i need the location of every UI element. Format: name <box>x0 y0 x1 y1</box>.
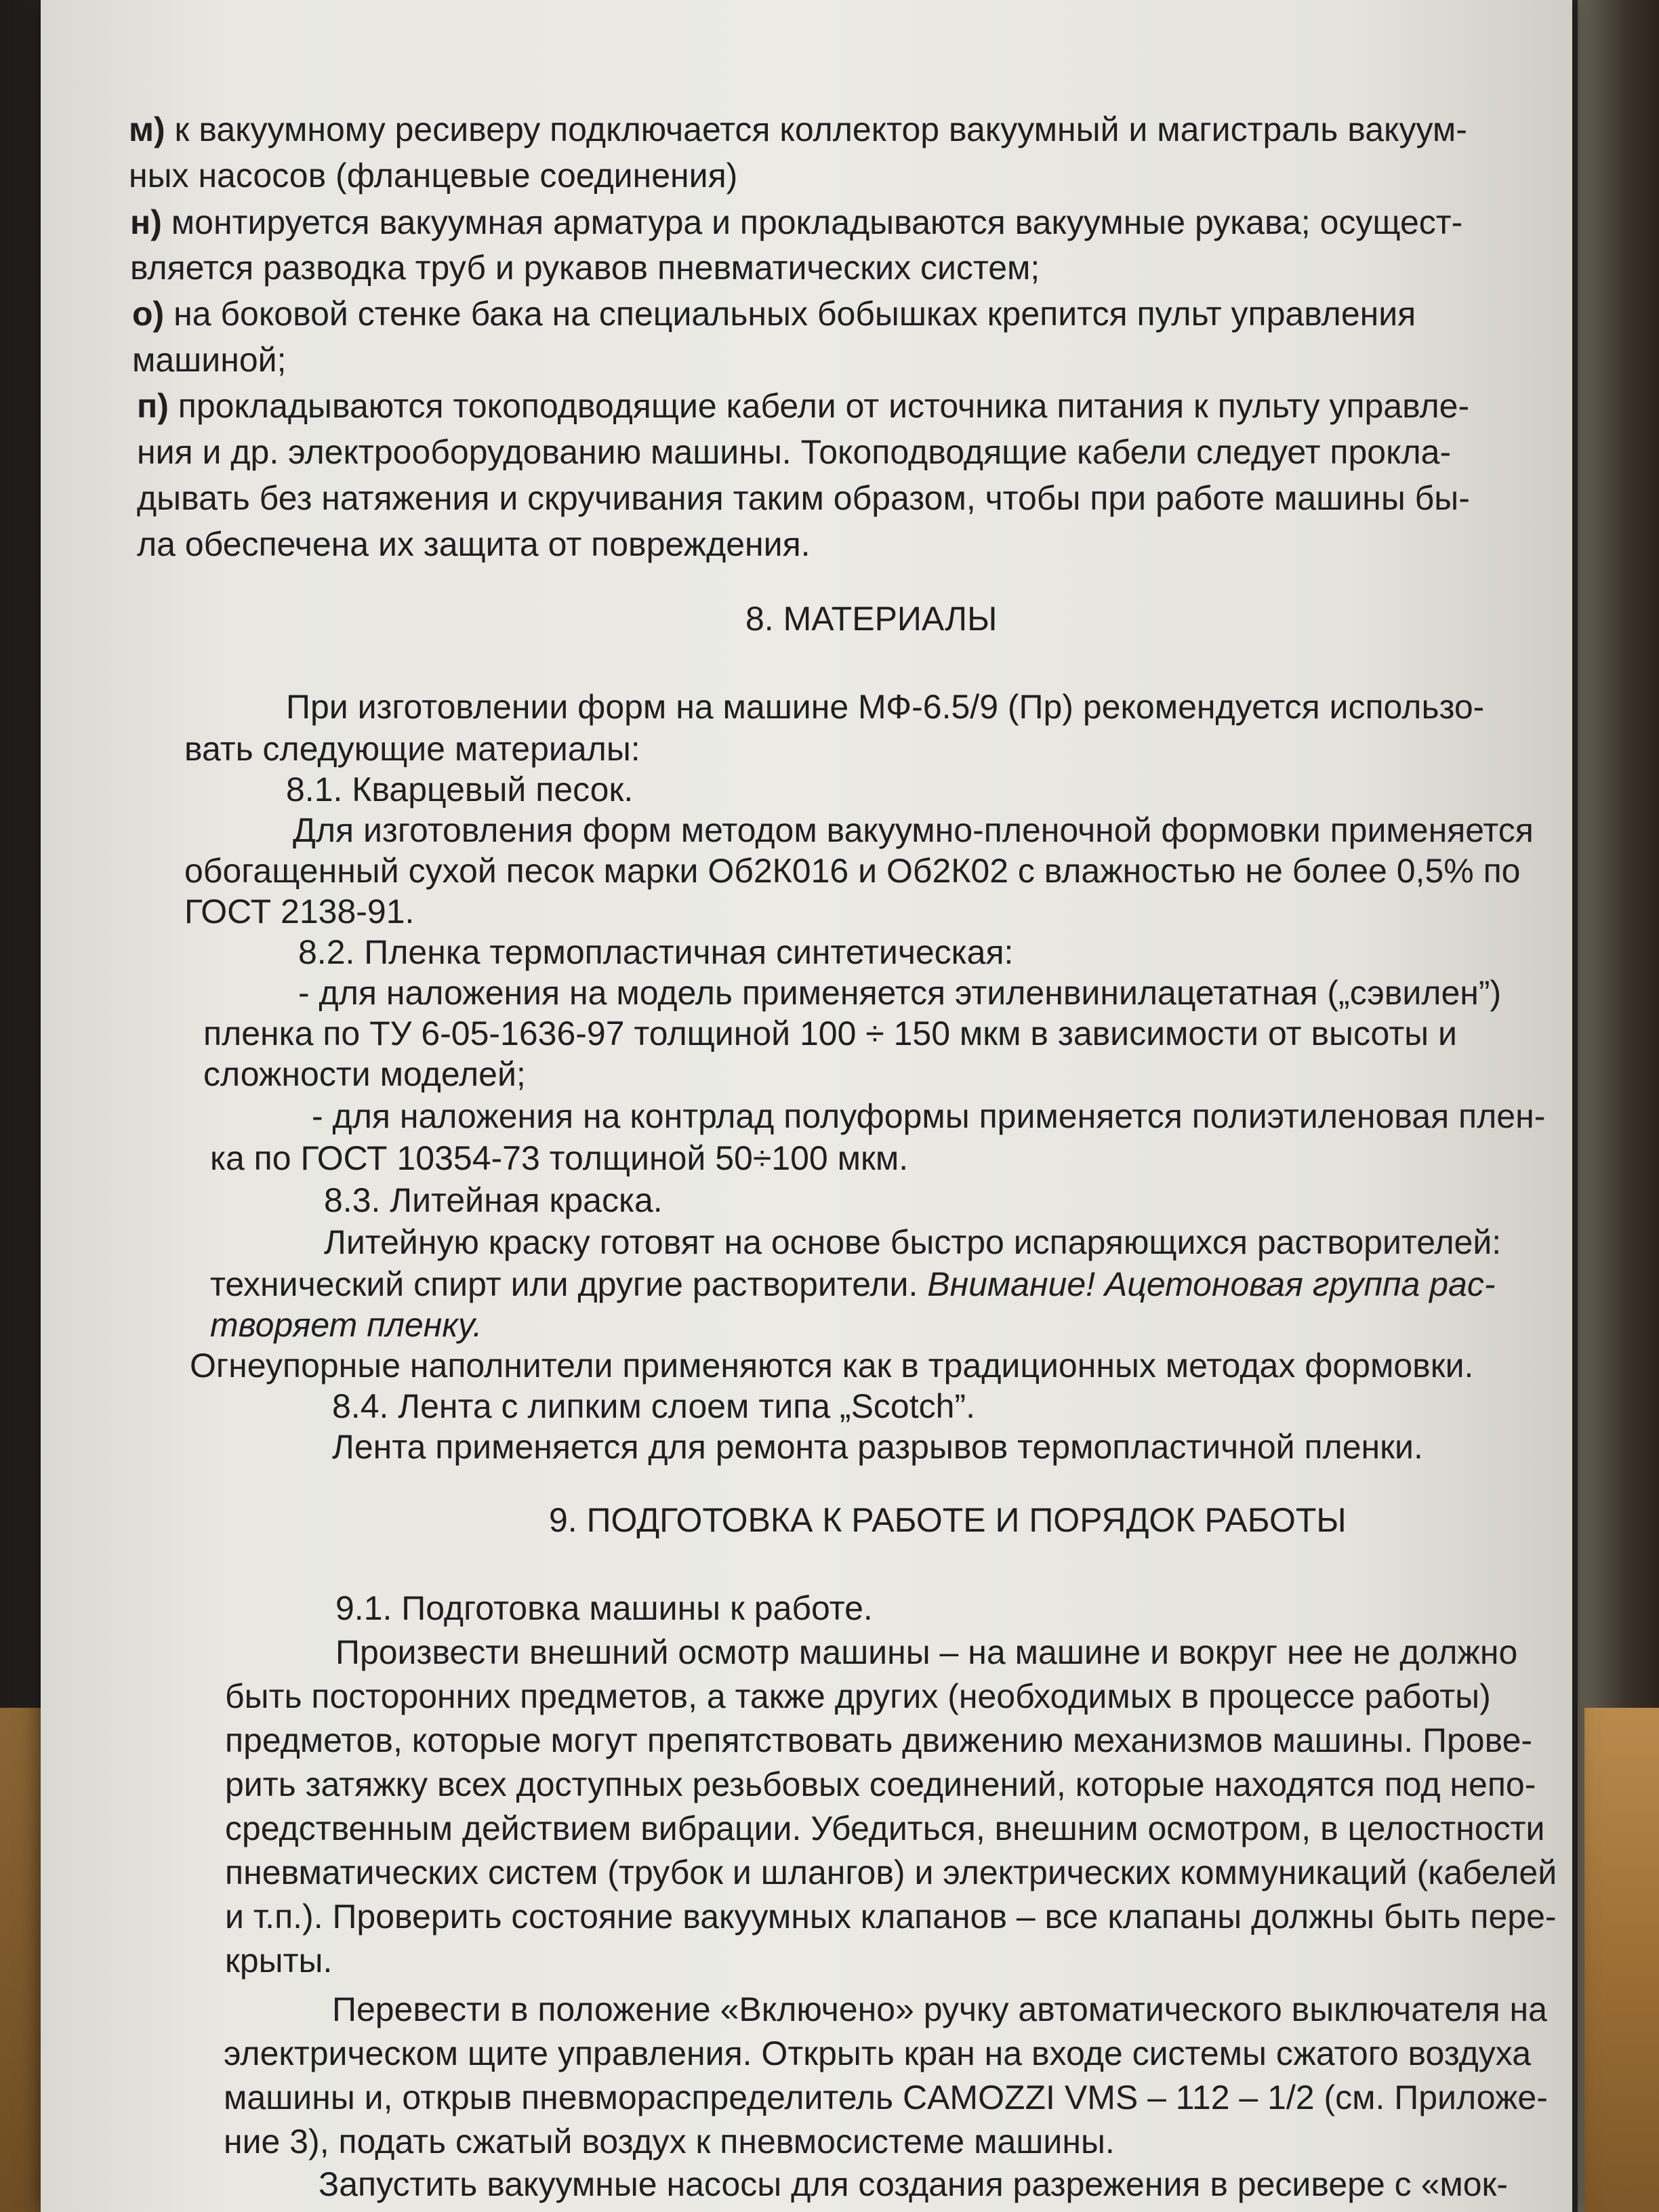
list-item-m-line2: ных насосов (фланцевые соединения) <box>129 157 738 194</box>
subsection-9-1-title: 9.1. Подготовка машины к работе. <box>335 1589 873 1627</box>
para-1-line2: быть посторонних предметов, а также других (необходимых в процессе работы) <box>225 1677 1491 1715</box>
subsection-8-1-line1: Для изготовления форм методом вакуумно-пленочной формовки применяется <box>293 811 1534 849</box>
para-1-line7: и т.п.). Проверить состояние вакуумных клапанов – все клапаны должны быть пере- <box>225 1898 1557 1936</box>
list-item-p-line4: ла обеспечена их защита от повреждения. <box>137 525 811 563</box>
subsection-8-3-line2 <box>210 1262 1496 1307</box>
subsection-8-2-line2: пленка по ТУ 6-05-1636-97 толщиной 100 ÷ 150 мкм в зависимости от высоты и <box>203 1015 1457 1052</box>
subsection-8-1-title: 8.1. Кварцевый песок. <box>286 771 634 808</box>
para-2-line4: ние 3), подать сжатый воздух к пневмосистеме машины. <box>224 2123 1115 2160</box>
list-item-n-line1 <box>130 200 1462 245</box>
para-2-line1: Перевести в положение «Включено» ручку автоматического выключателя на <box>332 1990 1547 2028</box>
subsection-8-2-title: 8.2. Пленка термопластичная синтетическая: <box>298 933 1014 971</box>
list-item-p-text: прокладываются токоподводящие кабели от источника питания к пульту управле- <box>178 387 1470 425</box>
para-1-line8: крыты. <box>225 1942 333 1980</box>
para-1-line5: средственным действием вибрации. Убедиться, внешним осмотром, в целостности <box>225 1809 1545 1847</box>
subsection-8-2-line4: - для наложения на контрлад полуформы применяется полиэтиленовая плен- <box>312 1097 1546 1135</box>
subsection-8-3-line1: Литейную краску готовят на основе быстро испаряющихся растворителей: <box>324 1223 1502 1261</box>
subsection-8-3-line2-regular: технический спирт или другие растворители. <box>210 1265 928 1303</box>
para-2-line2: электрическом щите управления. Открыть кран на входе системы сжатого воздуха <box>224 2034 1532 2072</box>
para-3-line1: Запустить вакуумные насосы для создания разрежения в ресивере с «мок- <box>319 2165 1509 2203</box>
subsection-8-4-title: 8.4. Лента с липким слоем типа „Scotch”. <box>332 1387 975 1425</box>
para-2-line3: машины и, открыв пневмораспределитель CAMOZZI VMS – 112 – 1/2 (см. Приложе- <box>224 2078 1548 2116</box>
para-1-line4: рить затяжку всех доступных резьбовых соединений, которые находятся под непо- <box>225 1765 1536 1803</box>
list-item-m-text: к вакуумному ресиверу подключается коллектор вакуумный и магистраль вакуум- <box>174 110 1467 148</box>
list-item-n-text: монтируется вакуумная арматура и прокладываются вакуумные рукава; осущест- <box>171 203 1463 241</box>
list-item-m-line1 <box>129 107 1467 152</box>
list-item-o-label: о) <box>132 295 165 333</box>
subsection-8-3-warning-cont: творяет пленку. <box>210 1306 483 1344</box>
section-8-intro-line1: При изготовлении форм на машине МФ-6.5/9 (Пр) рекомендуется использо- <box>286 688 1485 726</box>
subsection-8-3-line3 <box>210 1303 482 1348</box>
list-item-o-text: на боковой стенке бака на специальных бобышках крепится пульт управления <box>173 295 1416 333</box>
para-1-line1: Произвести внешний осмотр машины – на машине и вокруг нее не должно <box>335 1633 1518 1671</box>
para-1-line3: предметов, которые могут препятствовать движению механизмов машины. Прове- <box>225 1721 1533 1759</box>
subsection-8-2-line1: - для наложения на модель применяется этиленвинилацетатная („сэвилен”) <box>298 974 1502 1012</box>
subsection-8-4-line1: Лента применяется для ремонта разрывов термопластичной пленки. <box>332 1428 1423 1466</box>
list-item-p-line3: дывать без натяжения и скручивания таким образом, чтобы при работе машины бы- <box>137 479 1470 517</box>
section-8-intro-line2: вать следующие материалы: <box>184 730 640 768</box>
list-item-n-line2: вляется разводка труб и рукавов пневматических систем; <box>130 249 1040 287</box>
list-item-o-line2: машиной; <box>132 341 287 379</box>
list-item-n-label: н) <box>130 203 162 241</box>
para-1-line6: пневматических систем (трубок и шлангов) и электрических коммуникаций (кабелей <box>225 1853 1557 1891</box>
list-item-o-line1 <box>132 291 1416 337</box>
subsection-8-1-line2: обогащенный сухой песок марки Об2К016 и Об2К02 с влажностью не более 0,5% по <box>184 852 1521 890</box>
subsection-8-3-warning: Внимание! Ацетоновая группа рас- <box>927 1265 1496 1303</box>
list-item-p-line2: ния и др. электрооборудованию машины. Токоподводящие кабели следует прокла- <box>137 433 1452 471</box>
section-9-heading: 9. ПОДГОТОВКА К РАБОТЕ И ПОРЯДОК РАБОТЫ <box>549 1501 1347 1539</box>
section-8-heading: 8. МАТЕРИАЛЫ <box>745 600 998 638</box>
list-item-p-line1 <box>137 384 1469 429</box>
subsection-8-3-line4: Огнеупорные наполнители применяются как в традиционных методах формовки. <box>190 1347 1474 1385</box>
list-item-m-label: м) <box>129 110 165 148</box>
subsection-8-2-line3: сложности моделей; <box>203 1055 526 1093</box>
list-item-p-label: п) <box>137 387 169 425</box>
document-sheet <box>41 0 1572 2212</box>
subsection-8-3-title: 8.3. Литейная краска. <box>324 1181 663 1219</box>
background-right-wood <box>1584 1708 1659 2212</box>
subsection-8-1-line3: ГОСТ 2138-91. <box>184 893 415 930</box>
subsection-8-2-line5: ка по ГОСТ 10354-73 толщиной 50÷100 мкм. <box>210 1139 909 1177</box>
